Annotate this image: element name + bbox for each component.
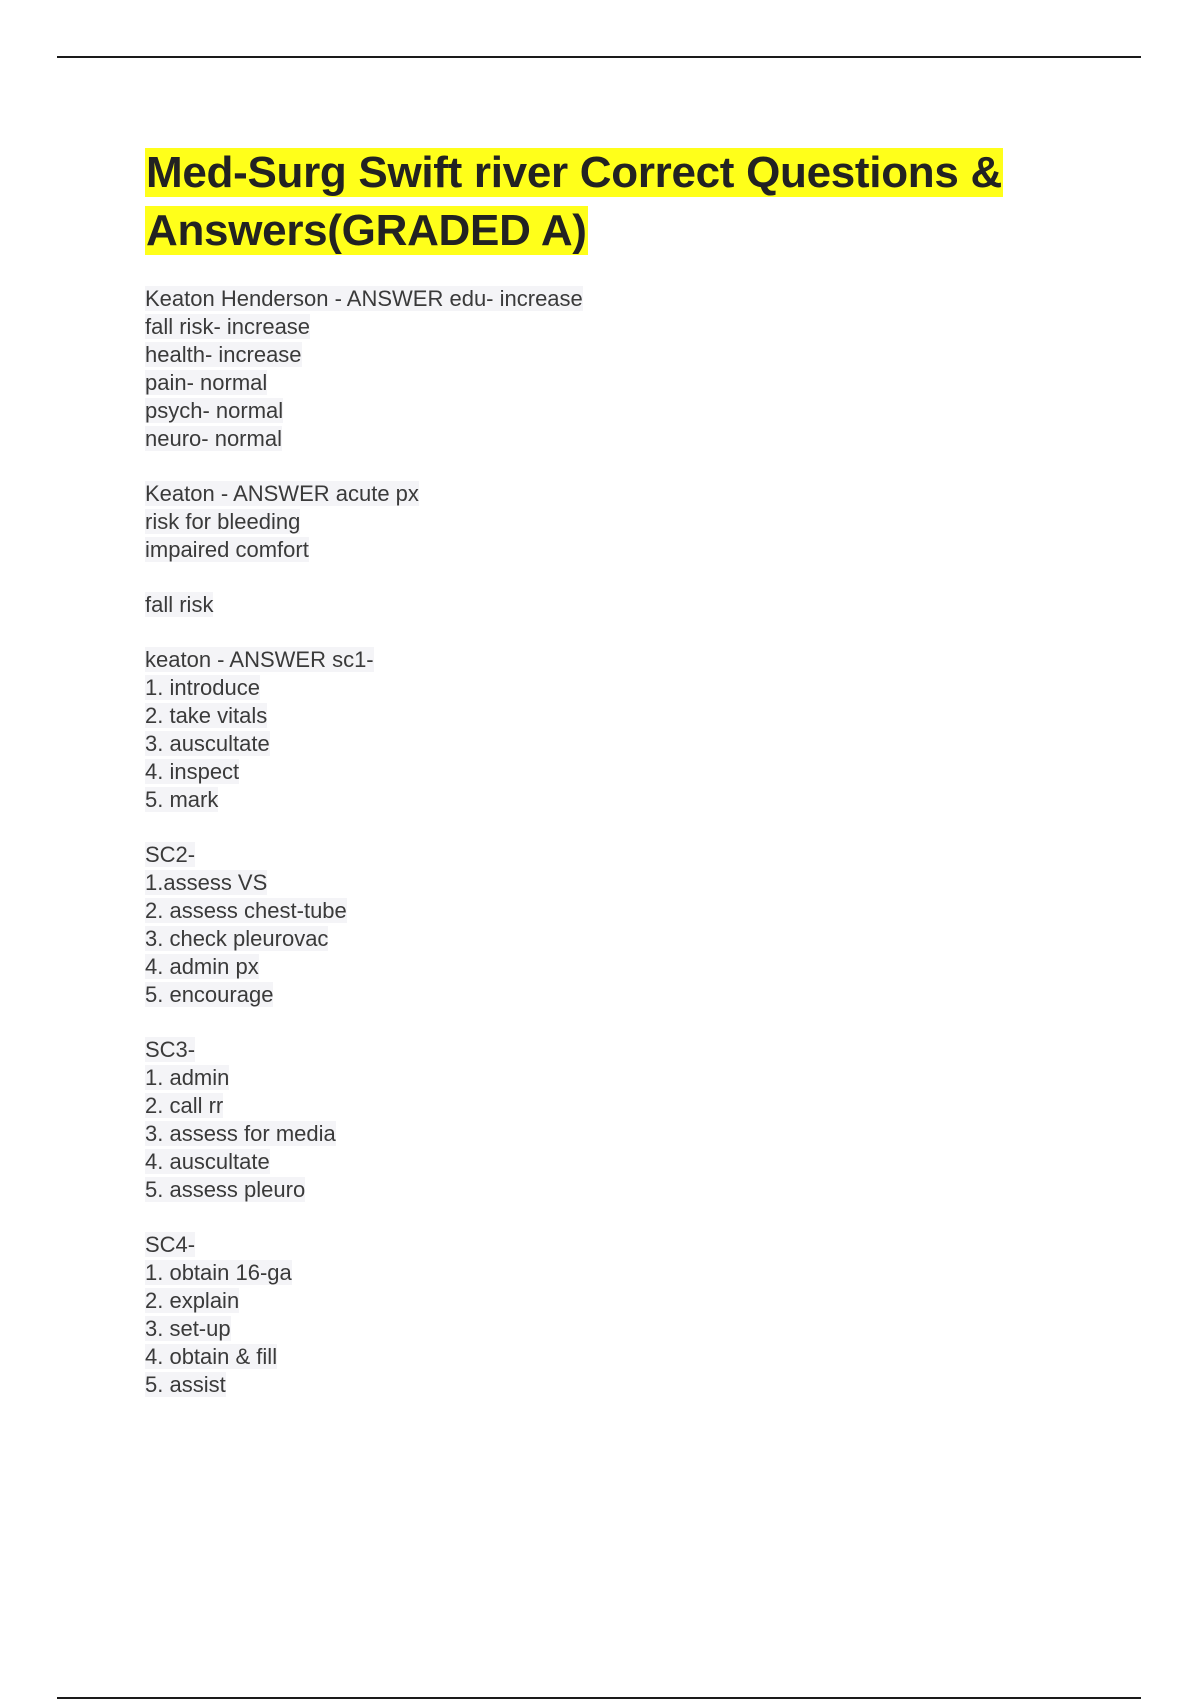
text-line: 2. call rr	[145, 1093, 224, 1118]
text-line: psych- normal	[145, 398, 284, 423]
text-line: 1. introduce	[145, 675, 260, 700]
text-line: 2. assess chest-tube	[145, 898, 347, 923]
text-line: 3. assess for media	[145, 1121, 336, 1146]
text-line: 5. encourage	[145, 982, 274, 1007]
text-line: 4. auscultate	[145, 1149, 270, 1174]
text-line: 1. admin	[145, 1065, 230, 1090]
text-line: Keaton Henderson - ANSWER edu- increase	[145, 286, 583, 311]
text-line: 3. auscultate	[145, 731, 270, 756]
text-line: SC4-	[145, 1232, 196, 1257]
answer-block-sc3	[145, 1036, 1045, 1204]
text-line: 3. check pleurovac	[145, 926, 329, 951]
text-line: 4. admin px	[145, 954, 259, 979]
text-line: SC2-	[145, 842, 196, 867]
answer-block-keaton-henderson	[145, 285, 1045, 453]
answer-block-sc1	[145, 646, 1045, 814]
text-line: impaired comfort	[145, 537, 309, 562]
text-line: 2. take vitals	[145, 703, 268, 728]
title-highlight: Med-Surg Swift river Correct Questions & Answers(GRADED A)	[146, 148, 1002, 255]
text-line: pain- normal	[145, 370, 268, 395]
text-line: 3. set-up	[145, 1316, 231, 1341]
text-line: 5. assist	[145, 1372, 226, 1397]
document-title	[145, 144, 1075, 260]
text-line: Keaton - ANSWER acute px	[145, 481, 419, 506]
text-line: neuro- normal	[145, 426, 282, 451]
answer-block-fall-risk	[145, 591, 1045, 619]
text-line: 1.assess VS	[145, 870, 268, 895]
text-line: fall risk- increase	[145, 314, 311, 339]
text-line: keaton - ANSWER sc1-	[145, 647, 374, 672]
text-line: 5. mark	[145, 787, 219, 812]
answer-block-sc2	[145, 841, 1045, 1009]
text-line: fall risk	[145, 592, 214, 617]
header-rule	[57, 56, 1141, 58]
text-line: 4. obtain & fill	[145, 1344, 278, 1369]
text-line: 4. inspect	[145, 759, 240, 784]
text-line: risk for bleeding	[145, 509, 301, 534]
text-line: 2. explain	[145, 1288, 240, 1313]
text-line: health- increase	[145, 342, 302, 367]
document-body	[145, 285, 1045, 1426]
text-line: SC3-	[145, 1037, 196, 1062]
answer-block-sc4	[145, 1231, 1045, 1399]
text-line: 1. obtain 16-ga	[145, 1260, 292, 1285]
answer-block-keaton-diagnoses	[145, 480, 1045, 564]
footer-rule	[57, 1697, 1141, 1699]
text-line: 5. assess pleuro	[145, 1177, 306, 1202]
